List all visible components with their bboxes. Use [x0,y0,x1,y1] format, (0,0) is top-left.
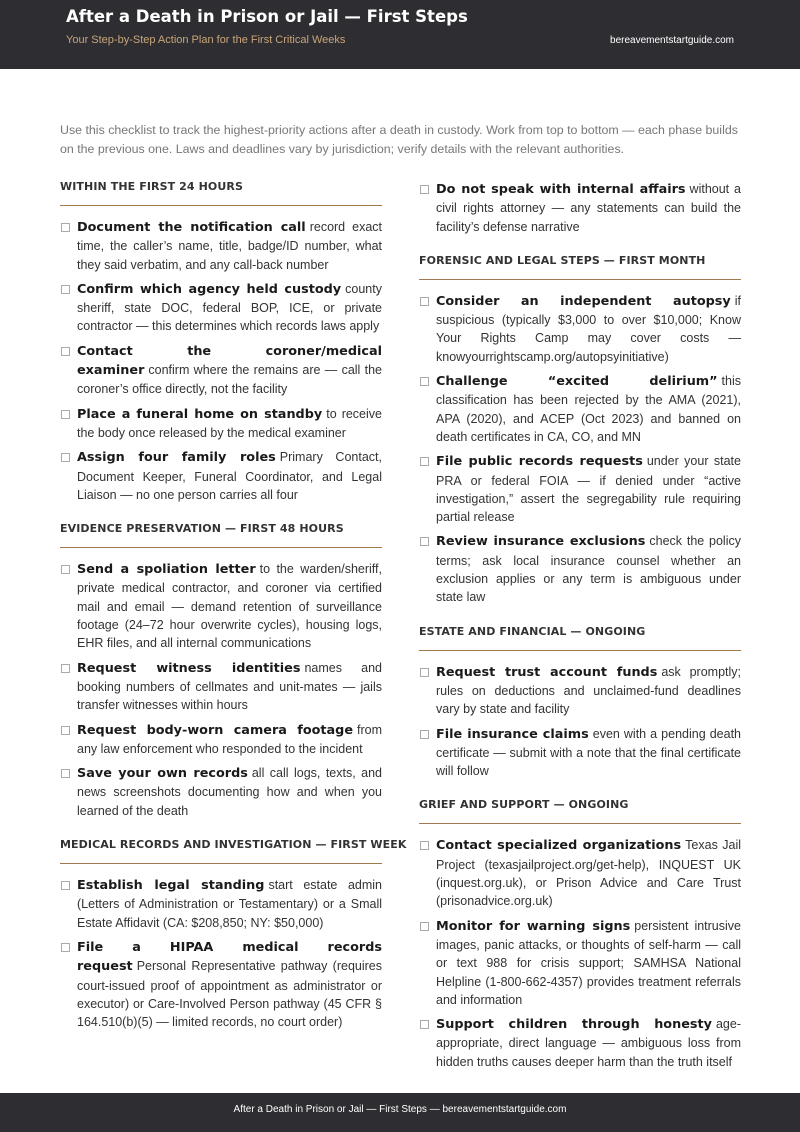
item-text: even with a pending death certificate — submit with a note that the final certificate will follow [436,726,741,779]
item-heading: Contact the coroner/medical examiner [77,343,382,379]
item-heading: Send a spoliation letter [77,562,256,578]
item-heading: File public records requests [436,454,643,470]
item-text: if suspicious (typically $3,000 to over $10,000; Know Your Rights Camp may cover costs — knowyourrightscamp.org/autopsyinitiative) [436,293,741,364]
checkbox[interactable] [61,453,70,462]
item-text: Primary Contact, Document Keeper, Funeral Coordinator, and Legal Liaison — no one person carries all four [77,450,382,502]
checklist-item [60,938,382,1031]
page-footer: After a Death in Prison or Jail — First Steps — bereavementstartguide.com [0,1093,800,1132]
item-text: check the policy terms; ask local insurance counsel whether an exclusion applies or any term is ambiguous under state law [436,534,741,605]
item-heading: Review insurance exclusions [436,534,646,550]
item-heading: File insurance claims [436,726,589,742]
checkbox[interactable] [61,285,70,294]
left-column [60,180,407,1037]
item-heading: Challenge “excited delirium” [436,374,718,390]
checklist-item [60,280,382,336]
item-text: Texas Jail Project (texasjailproject.org/get-help), INQUEST UK (inquest.org.uk), or Prison Advice and Care Trust (prisonadvice.org.uk) [436,838,741,909]
site-name: bereavementstartguide.com [610,35,734,46]
item-text: under your state PRA or federal FOIA — if denied under “active investigation,” assert the segregability rule requiring partial release [436,454,741,525]
item-heading: Save your own records [77,766,248,782]
item-text: from any law enforcement who responded to the incident [77,722,382,756]
item-heading: Do not speak with internal affairs [436,182,686,197]
item-text: confirm where the remains are — call the coroner’s office directly, not the facility [77,363,382,397]
intro-paragraph: Use this checklist to track the highest-priority actions after a death in custody. Work from top to bottom — each phase builds on the previous one. Laws and deadlines vary by jurisdiction; verify details with the relevant authorities. [60,123,738,156]
item-heading: Request witness identities [77,660,301,676]
checkbox[interactable] [61,726,70,735]
checkbox[interactable] [61,881,70,890]
checklist-item [60,721,382,759]
checkbox[interactable] [61,565,70,574]
item-heading: Document the notification call [77,220,306,235]
checklist-item [419,532,741,606]
checklist-item [419,452,741,526]
checkbox[interactable] [420,185,429,194]
checklist-item [60,405,382,443]
checklist-item [419,372,741,446]
item-text: start estate admin (Letters of Administration or Testamentary) or a Small Estate Affidavit (CA: $208,850; NY: $50,000) [77,878,382,930]
checklist-item [419,725,741,781]
checklist-item [419,836,741,910]
item-text: names and booking numbers of cellmates and unit-mates — jails transfer witnesses within hours [77,660,382,713]
checklist-item [419,663,741,719]
checklist-item [60,342,382,399]
item-text: this classification has been rejected by the AMA (2021), APA (2020), and ACEP (Oct 2023) and banned on death certificates in CA, CO, and MN [436,374,741,444]
section-title: WITHIN THE FIRST 24 HOURS [60,180,382,206]
item-heading: File a HIPAA medical records request [77,939,382,975]
checkbox[interactable] [61,347,70,356]
checklist-item [60,560,382,652]
page-subtitle: Your Step-by-Step Action Plan for the First Critical Weeks [66,34,346,46]
page-header [0,0,800,69]
item-text: persistent intrusive images, panic attacks, or thoughts of self-harm — call or text 988 for crisis support; SAMHSA National Helpline (1-800-662-4357) provides treatment referrals and information [436,918,741,1007]
checklist-item [419,1015,741,1071]
item-text: Personal Representative pathway (requires court-issued proof of appointment as administrator or executor) or Care-Involved Person pathway (45 CFR § 164.510(b)(5) — limited records, no court order) [77,959,382,1030]
checklist-item [419,917,741,1009]
checkbox[interactable] [420,537,429,546]
item-heading: Contact specialized organizations [436,838,682,854]
checkbox[interactable] [420,922,429,931]
checklist-item [60,876,382,932]
item-text: ask promptly; rules on deductions and unclaimed-fund deadlines vary by state and facility [436,664,741,717]
checkbox[interactable] [420,730,429,739]
checkbox[interactable] [420,297,429,306]
item-heading: Monitor for warning signs [436,918,631,934]
item-text: to the warden/sheriff, private medical contractor, and coroner via certified mail and email — demand retention of surveillance footage (24–72 hour overwrite cycles), housing logs, EHR files, and all internal communications [77,562,382,651]
checklist-item [60,448,382,504]
item-text: to receive the body once released by the medical examiner [77,406,382,440]
item-heading: Request trust account funds [436,664,658,680]
checkbox[interactable] [420,668,429,677]
item-heading: Place a funeral home on standby [77,406,323,422]
checklist-item [419,180,741,236]
section-title: EVIDENCE PRESERVATION — FIRST 48 HOURS [60,522,382,548]
checkbox[interactable] [420,841,429,850]
checklist-item [419,292,741,366]
section-title: ESTATE AND FINANCIAL — ONGOING [419,625,741,651]
page-title: After a Death in Prison or Jail — First Steps [66,7,468,26]
item-text: county sheriff, state DOC, federal BOP, ICE, or private contractor — this determines which records laws apply [77,281,382,334]
checkbox[interactable] [61,410,70,419]
item-heading: Support children through honesty [436,1017,712,1033]
checkbox[interactable] [61,664,70,673]
item-heading: Consider an independent autopsy [436,293,731,309]
checkbox[interactable] [61,943,70,952]
section-title: GRIEF AND SUPPORT — ONGOING [419,798,741,824]
right-column [419,180,741,1077]
checklist-item [60,659,382,715]
item-heading: Request body-worn camera footage [77,722,353,738]
checkbox[interactable] [420,377,429,386]
checklist-item [60,764,382,820]
item-text: all call logs, texts, and news screenshots documenting how and when you learned of the death [77,766,382,818]
item-text: record exact time, the caller’s name, title, badge/ID number, what they said verbatim, and any call-back number [77,220,383,272]
item-heading: Confirm which agency held custody [77,281,342,297]
item-text: without a civil rights attorney — any statements can build the facility’s defense narrative [436,182,741,234]
item-text: age-appropriate, direct language — ambiguous loss from hidden truths causes deeper harm than the truth itself [436,1017,741,1069]
section-title: FORENSIC AND LEGAL STEPS — FIRST MONTH [419,254,741,280]
checklist-item [60,218,382,274]
section-title: MEDICAL RECORDS AND INVESTIGATION — FIRST WEEK [60,838,382,864]
checkbox[interactable] [61,769,70,778]
item-heading: Establish legal standing [77,878,265,894]
checkbox[interactable] [61,223,70,232]
item-heading: Assign four family roles [77,450,276,466]
checkbox[interactable] [420,1020,429,1029]
checkbox[interactable] [420,457,429,466]
